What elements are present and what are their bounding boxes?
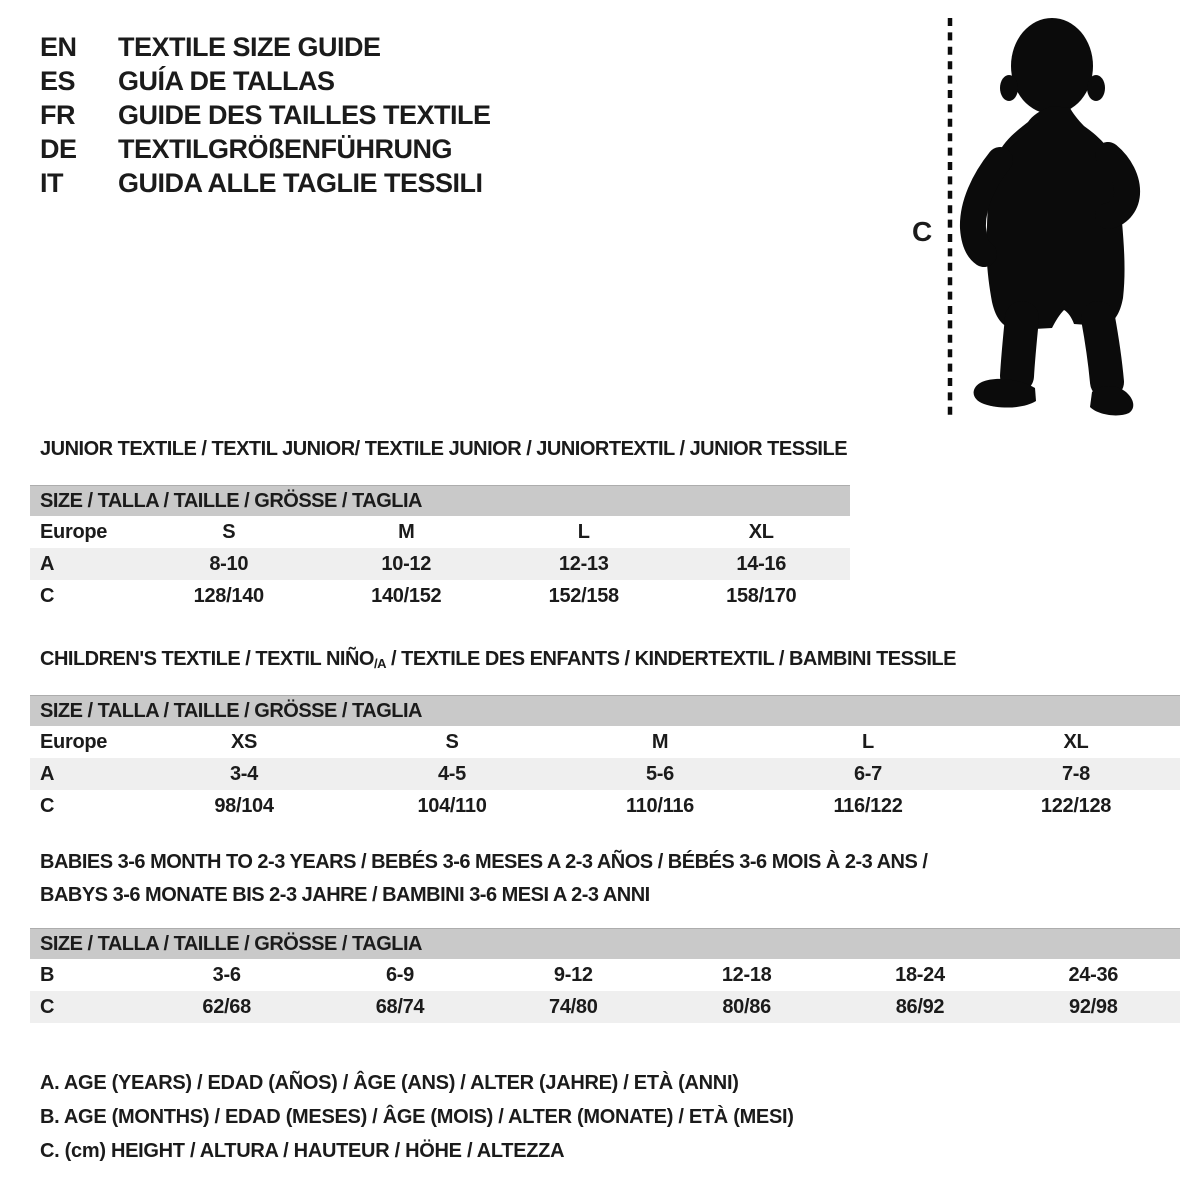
junior-section-title bbox=[40, 437, 850, 463]
row-label: A bbox=[40, 553, 55, 575]
cell-value: 24-36 bbox=[1068, 964, 1119, 986]
row-label: C bbox=[40, 996, 55, 1018]
cell-value: 5-6 bbox=[645, 763, 674, 785]
babies-table-rows bbox=[30, 959, 1180, 1023]
cell-value: 92/98 bbox=[1069, 996, 1118, 1018]
cell-value: 10-12 bbox=[381, 553, 432, 575]
babies-section-title-line1: BABIES 3-6 MONTH TO 2-3 YEARS / BEBÉS 3-6 MESES A 2-3 AÑOS / BÉBÉS 3-6 MOIS À 2-3 ANS / bbox=[40, 851, 928, 873]
lang-row-it bbox=[40, 166, 491, 200]
cell-value: 3-6 bbox=[212, 964, 241, 986]
babies-textile-section bbox=[30, 846, 1180, 1023]
cell-value: L bbox=[862, 731, 874, 753]
lang-code: DE bbox=[40, 134, 77, 164]
cell-value: 140/152 bbox=[371, 585, 442, 607]
cell-value: 80/86 bbox=[722, 996, 771, 1018]
title-text: JUNIOR TEXTILE / TEXTIL JUNIOR/ TEXTILE JUNIOR / JUNIORTEXTIL / JUNIOR TESSILE bbox=[40, 438, 848, 460]
lang-row-de bbox=[40, 132, 491, 166]
cell-value: 62/68 bbox=[202, 996, 251, 1018]
legend-line-b: B. AGE (MONTHS) / EDAD (MESES) / ÂGE (MOIS) / ALTER (MONATE) / ETÀ (MESI) bbox=[40, 1106, 794, 1128]
table-row bbox=[30, 959, 1180, 991]
baby-figure bbox=[940, 10, 1152, 425]
babies-section-title-line2: BABYS 3-6 MONATE BIS 2-3 JAHRE / BAMBINI 3-6 MESI A 2-3 ANNI bbox=[40, 884, 650, 906]
cell-value: 74/80 bbox=[549, 996, 598, 1018]
junior-textile-section bbox=[30, 437, 850, 612]
cell-value: 122/128 bbox=[1040, 795, 1112, 817]
children-section-title bbox=[40, 647, 1180, 673]
cell-value: 128/140 bbox=[193, 585, 264, 607]
cell-value: 158/170 bbox=[726, 585, 797, 607]
cell-value: 12-18 bbox=[721, 964, 772, 986]
cell-value: 116/122 bbox=[833, 795, 903, 817]
row-label: B bbox=[40, 964, 55, 986]
cell-value: 98/104 bbox=[214, 795, 274, 817]
cell-value: L bbox=[577, 521, 590, 543]
lang-title: GUIDE DES TAILLES TEXTILE bbox=[118, 100, 491, 130]
size-header-bar: SIZE / TALLA / TAILLE / GRÖSSE / TAGLIA bbox=[30, 695, 1180, 726]
table-row bbox=[30, 548, 850, 580]
lang-title: GUIDA ALLE TAGLIE TESSILI bbox=[118, 168, 483, 198]
table-row bbox=[30, 790, 1180, 822]
row-label: Europe bbox=[40, 731, 108, 753]
cell-value: 3-4 bbox=[229, 763, 258, 785]
lang-code: EN bbox=[40, 32, 77, 62]
size-header-bar: SIZE / TALLA / TAILLE / GRÖSSE / TAGLIA bbox=[30, 928, 1180, 959]
title-sub: /A bbox=[373, 656, 386, 671]
cell-value: 9-12 bbox=[553, 964, 593, 986]
cell-value: 68/74 bbox=[375, 996, 425, 1018]
cell-value: 86/92 bbox=[895, 996, 945, 1018]
cell-value: XL bbox=[1063, 731, 1089, 753]
height-measure-label: C bbox=[912, 216, 933, 247]
lang-title: TEXTILGRÖßENFÜHRUNG bbox=[118, 134, 452, 164]
cell-value: M bbox=[398, 521, 415, 543]
children-table-rows bbox=[30, 726, 1180, 822]
table-row bbox=[30, 758, 1180, 790]
language-title-list bbox=[40, 30, 491, 200]
lang-row-fr bbox=[40, 98, 491, 132]
title-text: CHILDREN'S TEXTILE / TEXTIL NIÑO bbox=[40, 648, 374, 670]
size-header-bar: SIZE / TALLA / TAILLE / GRÖSSE / TAGLIA bbox=[30, 485, 850, 516]
cell-value: S bbox=[445, 731, 459, 753]
lang-row-es bbox=[40, 64, 491, 98]
cell-value: 12-13 bbox=[558, 553, 609, 575]
lang-title: GUÍA DE TALLAS bbox=[118, 66, 335, 96]
table-row bbox=[30, 516, 850, 548]
cell-value: 14-16 bbox=[736, 553, 787, 575]
junior-table-rows bbox=[30, 516, 850, 612]
lang-code: FR bbox=[40, 100, 75, 130]
legend-line-c: C. (cm) HEIGHT / ALTURA / HAUTEUR / HÖHE / ALTEZZA bbox=[40, 1140, 565, 1162]
toddler-silhouette-image bbox=[940, 10, 1152, 425]
cell-value: 6-9 bbox=[385, 964, 414, 986]
cell-value: 4-5 bbox=[437, 763, 466, 785]
toddler-silhouette bbox=[973, 18, 1133, 415]
children-textile-section bbox=[30, 647, 1180, 822]
legend-line-a: A. AGE (YEARS) / EDAD (AÑOS) / ÂGE (ANS) / ALTER (JAHRE) / ETÀ (ANNI) bbox=[40, 1072, 739, 1094]
cell-value: M bbox=[651, 731, 669, 753]
lang-code: ES bbox=[40, 66, 76, 96]
cell-value: 152/158 bbox=[548, 585, 619, 607]
cell-value: XS bbox=[230, 731, 258, 753]
cell-value: 6-7 bbox=[853, 763, 882, 785]
lang-code: IT bbox=[40, 168, 63, 198]
cell-value: S bbox=[222, 521, 236, 543]
cell-value: 7-8 bbox=[1061, 763, 1090, 785]
row-label: C bbox=[40, 585, 55, 607]
cell-value: 110/116 bbox=[626, 795, 694, 817]
row-label: C bbox=[40, 795, 55, 817]
cell-value: XL bbox=[748, 521, 774, 543]
measurement-legend bbox=[40, 1066, 794, 1168]
row-label: Europe bbox=[40, 521, 108, 543]
lang-row-en bbox=[40, 30, 491, 64]
cell-value: 104/110 bbox=[417, 795, 487, 817]
cell-value: 8-10 bbox=[209, 553, 249, 575]
row-label: A bbox=[40, 763, 55, 785]
title-text: / TEXTILE DES ENFANTS / KINDERTEXTIL / BAMBINI TESSILE bbox=[385, 648, 956, 670]
table-row bbox=[30, 580, 850, 612]
cell-value: 18-24 bbox=[895, 964, 945, 986]
table-row bbox=[30, 991, 1180, 1023]
table-row bbox=[30, 726, 1180, 758]
lang-title: TEXTILE SIZE GUIDE bbox=[118, 32, 381, 62]
